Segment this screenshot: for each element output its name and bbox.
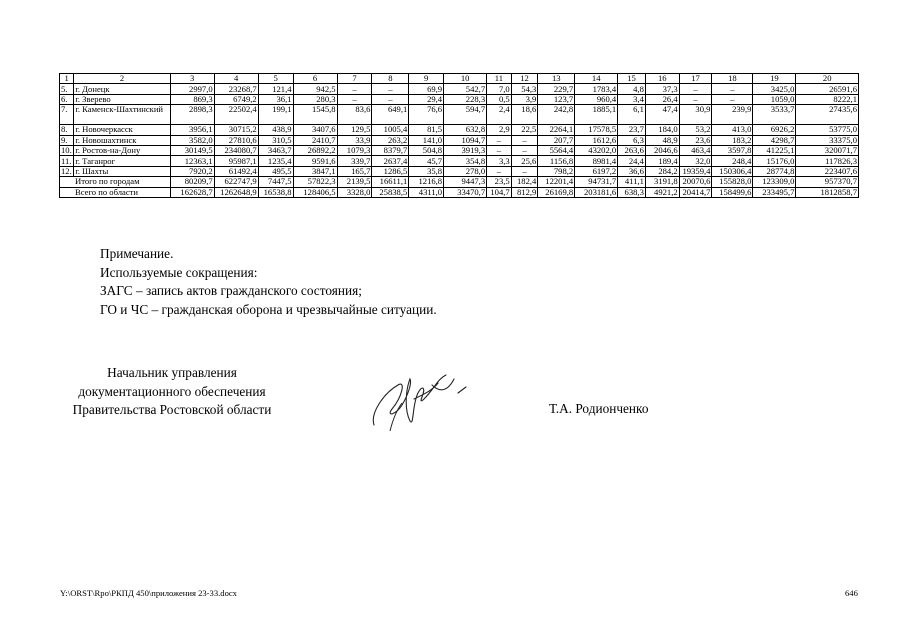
value-cell: 3,3: [487, 156, 512, 166]
total-value-cell: 411,1: [618, 177, 646, 187]
value-cell: 6,3: [618, 135, 646, 145]
value-cell: 32,0: [679, 156, 712, 166]
value-cell: 141,0: [409, 135, 444, 145]
value-cell: 960,4: [575, 94, 618, 104]
value-cell: 239,9: [712, 105, 753, 125]
value-cell: 17578,5: [575, 125, 618, 135]
table-row: [60, 125, 859, 135]
value-cell: 463,4: [679, 145, 712, 155]
value-cell: 29,4: [409, 94, 444, 104]
signatory-position: [52, 364, 292, 420]
row-number-cell: 10.: [60, 145, 74, 155]
table-row: [60, 84, 859, 94]
value-cell: 504,8: [409, 145, 444, 155]
total-value-cell: 23,5: [487, 177, 512, 187]
signatory-name: Т.А. Родионченко: [549, 401, 649, 416]
value-cell: –: [372, 94, 409, 104]
column-number-cell: 8: [372, 74, 409, 84]
value-cell: 23268,7: [214, 84, 258, 94]
value-cell: 2264,1: [538, 125, 575, 135]
value-cell: 7,0: [487, 84, 512, 94]
value-cell: 6926,2: [753, 125, 796, 135]
value-cell: 6,1: [618, 105, 646, 125]
value-cell: 47,4: [645, 105, 679, 125]
city-name-cell: г. Таганрог: [74, 156, 170, 166]
value-cell: 3,4: [618, 94, 646, 104]
total-value-cell: 26169,8: [538, 187, 575, 197]
value-cell: 438,9: [258, 125, 293, 135]
city-name-cell: г. Новочеркасск: [74, 125, 170, 135]
column-number-cell: 17: [679, 74, 712, 84]
total-value-cell: 3191,8: [645, 177, 679, 187]
value-cell: 248,4: [712, 156, 753, 166]
total-value-cell: 203181,6: [575, 187, 618, 197]
value-cell: 2410,7: [293, 135, 337, 145]
row-number-cell: 7.: [60, 105, 74, 125]
city-name-cell: г. Каменск-Шахтинский: [74, 105, 170, 125]
value-cell: 4,8: [618, 84, 646, 94]
row-number-cell: 12.: [60, 166, 74, 176]
value-cell: 1079,3: [337, 145, 372, 155]
value-cell: –: [712, 84, 753, 94]
row-number-cell: 5.: [60, 84, 74, 94]
value-cell: 413,0: [712, 125, 753, 135]
value-cell: 3407,6: [293, 125, 337, 135]
footer-file-path: Y:\ORST\Rpo\РКПД 450\приложения 23-33.docx: [60, 588, 237, 598]
value-cell: 36,6: [618, 166, 646, 176]
total-value-cell: 957370,7: [796, 177, 859, 187]
value-cell: 83,6: [337, 105, 372, 125]
column-number-cell: 4: [214, 74, 258, 84]
value-cell: 798,2: [538, 166, 575, 176]
value-cell: 3,9: [511, 94, 538, 104]
table-row: [60, 135, 859, 145]
value-cell: 1612,6: [575, 135, 618, 145]
value-cell: 28774,8: [753, 166, 796, 176]
total-value-cell: 16538,8: [258, 187, 293, 197]
value-cell: 26892,2: [293, 145, 337, 155]
value-cell: 45,7: [409, 156, 444, 166]
value-cell: –: [511, 145, 538, 155]
table-header-row: [60, 74, 859, 84]
value-cell: 33375,0: [796, 135, 859, 145]
table-row: [60, 156, 859, 166]
data-table: [59, 73, 859, 198]
value-cell: 12363,1: [170, 156, 214, 166]
value-cell: 7920,2: [170, 166, 214, 176]
value-cell: 1286,5: [372, 166, 409, 176]
value-cell: 284,2: [645, 166, 679, 176]
table-row: [60, 145, 859, 155]
total-value-cell: 12201,4: [538, 177, 575, 187]
value-cell: 15176,0: [753, 156, 796, 166]
total-value-cell: 1812858,7: [796, 187, 859, 197]
value-cell: 320071,7: [796, 145, 859, 155]
value-cell: 3463,7: [258, 145, 293, 155]
value-cell: 37,3: [645, 84, 679, 94]
value-cell: 2637,4: [372, 156, 409, 166]
value-cell: 9591,6: [293, 156, 337, 166]
value-cell: 8981,4: [575, 156, 618, 166]
table-row: [60, 105, 859, 125]
column-number-cell: 19: [753, 74, 796, 84]
total-value-cell: 25838,5: [372, 187, 409, 197]
column-number-cell: 7: [337, 74, 372, 84]
total-region-row: [60, 187, 859, 197]
value-cell: 95987,1: [214, 156, 258, 166]
column-number-cell: 16: [645, 74, 679, 84]
total-value-cell: 812,9: [511, 187, 538, 197]
column-number-cell: 20: [796, 74, 859, 84]
value-cell: 30,9: [679, 105, 712, 125]
value-cell: 1235,4: [258, 156, 293, 166]
value-cell: 310,5: [258, 135, 293, 145]
table-row: [60, 94, 859, 104]
total-value-cell: 622747,9: [214, 177, 258, 187]
column-number-cell: 5: [258, 74, 293, 84]
value-cell: 4298,7: [753, 135, 796, 145]
value-cell: 3533,7: [753, 105, 796, 125]
value-cell: 184,0: [645, 125, 679, 135]
table-row: [60, 166, 859, 176]
value-cell: –: [487, 166, 512, 176]
total-value-cell: 9447,3: [444, 177, 487, 187]
total-value-cell: 94731,7: [575, 177, 618, 187]
total-value-cell: 4311,0: [409, 187, 444, 197]
value-cell: –: [337, 84, 372, 94]
value-cell: –: [712, 94, 753, 104]
total-value-cell: 158499,6: [712, 187, 753, 197]
total-value-cell: 2139,5: [337, 177, 372, 187]
value-cell: 18,6: [511, 105, 538, 125]
value-cell: 53,2: [679, 125, 712, 135]
value-cell: 8222,1: [796, 94, 859, 104]
value-cell: 594,7: [444, 105, 487, 125]
value-cell: 1059,0: [753, 94, 796, 104]
city-name-cell: г. Новошахтинск: [74, 135, 170, 145]
total-value-cell: 162628,7: [170, 187, 214, 197]
column-number-cell: 12: [511, 74, 538, 84]
value-cell: 3919,3: [444, 145, 487, 155]
value-cell: 234080,7: [214, 145, 258, 155]
value-cell: 24,4: [618, 156, 646, 166]
value-cell: 207,7: [538, 135, 575, 145]
total-value-cell: 20414,7: [679, 187, 712, 197]
value-cell: 263,6: [618, 145, 646, 155]
value-cell: 1885,1: [575, 105, 618, 125]
total-value-cell: 1216,8: [409, 177, 444, 187]
city-name-cell: г. Зверево: [74, 94, 170, 104]
column-number-cell: 3: [170, 74, 214, 84]
value-cell: 22,5: [511, 125, 538, 135]
value-cell: 1094,7: [444, 135, 487, 145]
value-cell: 129,5: [337, 125, 372, 135]
value-cell: 123,7: [538, 94, 575, 104]
value-cell: 1783,4: [575, 84, 618, 94]
value-cell: 8379,7: [372, 145, 409, 155]
note-abbreviations-label: Используемые сокращения:: [100, 264, 258, 280]
value-cell: 183,2: [712, 135, 753, 145]
total-value-cell: 80209,7: [170, 177, 214, 187]
value-cell: 23,7: [618, 125, 646, 135]
total-value-cell: 57822,3: [293, 177, 337, 187]
value-cell: –: [679, 84, 712, 94]
value-cell: 278,0: [444, 166, 487, 176]
total-value-cell: 3328,0: [337, 187, 372, 197]
value-cell: 30715,2: [214, 125, 258, 135]
value-cell: –: [511, 135, 538, 145]
total-label-cell: Всего по области: [60, 187, 171, 197]
value-cell: 26,4: [645, 94, 679, 104]
note-abbreviation-zags: ЗАГС – запись актов гражданского состояния;: [100, 283, 362, 298]
value-cell: 229,7: [538, 84, 575, 94]
column-number-cell: 18: [712, 74, 753, 84]
value-cell: 61492,4: [214, 166, 258, 176]
row-number-cell: 9.: [60, 135, 74, 145]
value-cell: 81,5: [409, 125, 444, 135]
value-cell: 339,7: [337, 156, 372, 166]
value-cell: 263,2: [372, 135, 409, 145]
value-cell: 5564,4: [538, 145, 575, 155]
value-cell: 150306,4: [712, 166, 753, 176]
value-cell: 280,3: [293, 94, 337, 104]
total-value-cell: 638,3: [618, 187, 646, 197]
value-cell: 2,9: [487, 125, 512, 135]
value-cell: 0,5: [487, 94, 512, 104]
value-cell: –: [372, 84, 409, 94]
city-name-cell: г. Донецк: [74, 84, 170, 94]
column-number-cell: 14: [575, 74, 618, 84]
value-cell: 53775,0: [796, 125, 859, 135]
row-number-cell: 6.: [60, 94, 74, 104]
row-number-cell: 8.: [60, 125, 74, 135]
value-cell: 942,5: [293, 84, 337, 94]
value-cell: –: [679, 94, 712, 104]
column-number-cell: 9: [409, 74, 444, 84]
city-name-cell: г. Шахты: [74, 166, 170, 176]
value-cell: 35,8: [409, 166, 444, 176]
value-cell: 22502,4: [214, 105, 258, 125]
value-cell: 3597,8: [712, 145, 753, 155]
total-value-cell: 233495,7: [753, 187, 796, 197]
total-value-cell: 128406,5: [293, 187, 337, 197]
value-cell: 3956,1: [170, 125, 214, 135]
signatory-position-line1: Начальник управления: [107, 365, 237, 380]
value-cell: 6749,2: [214, 94, 258, 104]
value-cell: 19359,4: [679, 166, 712, 176]
total-value-cell: 123309,0: [753, 177, 796, 187]
value-cell: 632,8: [444, 125, 487, 135]
value-cell: 2898,3: [170, 105, 214, 125]
value-cell: 27810,6: [214, 135, 258, 145]
total-value-cell: 155828,0: [712, 177, 753, 187]
value-cell: 54,3: [511, 84, 538, 94]
value-cell: 223407,6: [796, 166, 859, 176]
handwritten-signature-icon: [362, 365, 482, 435]
column-number-cell: 13: [538, 74, 575, 84]
value-cell: 2,4: [487, 105, 512, 125]
value-cell: 117826,3: [796, 156, 859, 166]
value-cell: –: [487, 135, 512, 145]
value-cell: 189,4: [645, 156, 679, 166]
total-value-cell: 104,7: [487, 187, 512, 197]
value-cell: 2997,0: [170, 84, 214, 94]
value-cell: 27435,6: [796, 105, 859, 125]
value-cell: –: [487, 145, 512, 155]
note-block: [100, 245, 437, 319]
total-value-cell: 1262648,9: [214, 187, 258, 197]
column-number-cell: 10: [444, 74, 487, 84]
value-cell: 1545,8: [293, 105, 337, 125]
value-cell: 2046,6: [645, 145, 679, 155]
value-cell: 41225,1: [753, 145, 796, 155]
total-value-cell: 33470,7: [444, 187, 487, 197]
value-cell: 76,6: [409, 105, 444, 125]
value-cell: 26591,6: [796, 84, 859, 94]
column-number-cell: 11: [487, 74, 512, 84]
value-cell: 242,8: [538, 105, 575, 125]
value-cell: –: [337, 94, 372, 104]
value-cell: 649,1: [372, 105, 409, 125]
signatory-position-line2: документационного обеспечения: [78, 383, 266, 399]
total-value-cell: 4921,2: [645, 187, 679, 197]
value-cell: 228,3: [444, 94, 487, 104]
value-cell: 1005,4: [372, 125, 409, 135]
value-cell: 25,6: [511, 156, 538, 166]
value-cell: 354,8: [444, 156, 487, 166]
value-cell: 3847,1: [293, 166, 337, 176]
total-value-cell: 20070,6: [679, 177, 712, 187]
value-cell: 23,6: [679, 135, 712, 145]
value-cell: 869,3: [170, 94, 214, 104]
signatory-position-line3: Правительства Ростовской области: [72, 402, 272, 418]
total-value-cell: 16611,1: [372, 177, 409, 187]
value-cell: –: [511, 166, 538, 176]
footer-page-number: 646: [845, 588, 858, 598]
value-cell: 199,1: [258, 105, 293, 125]
note-heading: Примечание.: [100, 246, 174, 261]
column-number-cell: 1: [60, 74, 74, 84]
value-cell: 495,5: [258, 166, 293, 176]
value-cell: 30149,5: [170, 145, 214, 155]
value-cell: 3425,0: [753, 84, 796, 94]
value-cell: 165,7: [337, 166, 372, 176]
total-cities-row: [60, 177, 859, 187]
value-cell: 1156,8: [538, 156, 575, 166]
total-value-cell: 7447,5: [258, 177, 293, 187]
note-abbreviation-go-chs: ГО и ЧС – гражданская оборона и чрезвычайные ситуации.: [100, 301, 437, 317]
value-cell: 121,4: [258, 84, 293, 94]
value-cell: 542,7: [444, 84, 487, 94]
row-number-cell: 11.: [60, 156, 74, 166]
column-number-cell: 2: [74, 74, 170, 84]
value-cell: 33,9: [337, 135, 372, 145]
value-cell: 69,9: [409, 84, 444, 94]
value-cell: 48,9: [645, 135, 679, 145]
city-name-cell: г. Ростов-на-Дону: [74, 145, 170, 155]
value-cell: 3582,0: [170, 135, 214, 145]
value-cell: 6197,2: [575, 166, 618, 176]
total-value-cell: 182,4: [511, 177, 538, 187]
value-cell: 43202,0: [575, 145, 618, 155]
total-label-cell: Итого по городам: [60, 177, 171, 187]
value-cell: 36,1: [258, 94, 293, 104]
column-number-cell: 6: [293, 74, 337, 84]
column-number-cell: 15: [618, 74, 646, 84]
